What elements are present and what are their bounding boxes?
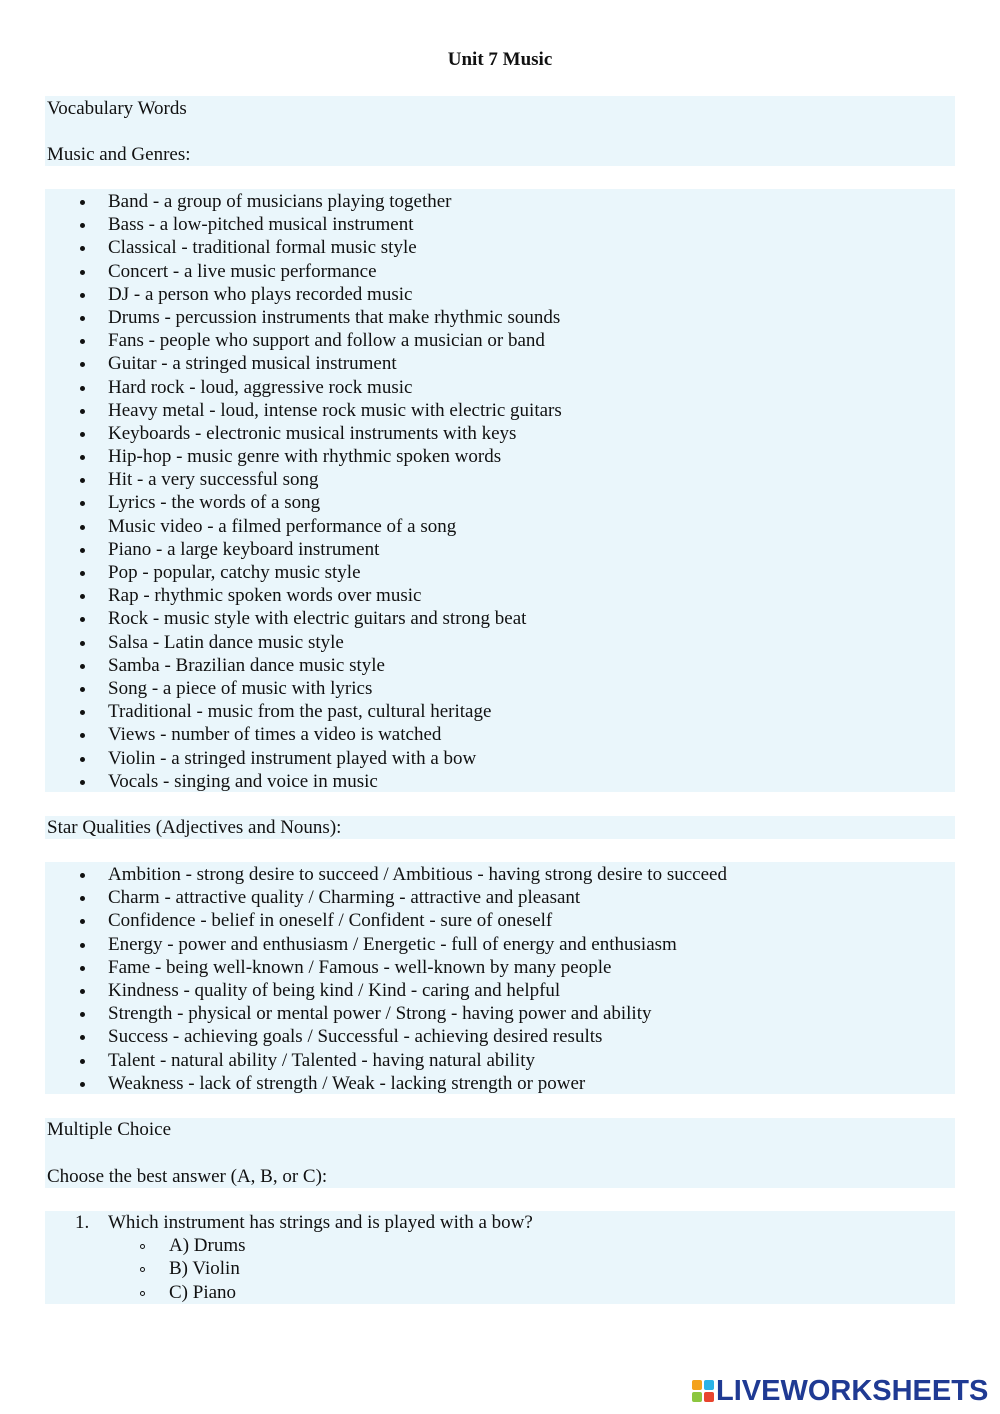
question-band [45, 1211, 955, 1304]
bullet-icon [80, 664, 85, 669]
star-qualities-list [0, 863, 910, 1095]
liveworksheets-logo-icon [692, 1380, 714, 1402]
bullet-icon [80, 989, 85, 994]
music-genres-list [0, 190, 910, 793]
list-item [0, 515, 910, 538]
list-item [0, 283, 910, 306]
list-item-text: Classical - traditional formal music style [108, 237, 417, 259]
list-item-text: Success - achieving goals / Successful - achieving desired results [108, 1026, 603, 1048]
bullet-icon [80, 362, 85, 367]
list-item-text: Talent - natural ability / Talented - having natural ability [108, 1049, 535, 1071]
list-item-text: Piano - a large keyboard instrument [108, 538, 380, 560]
list-item-text: Salsa - Latin dance music style [108, 631, 344, 653]
list-item [0, 933, 910, 956]
logo-text: LIVEWORKSHEETS [716, 1375, 989, 1407]
list-item-text: Confidence - belief in oneself / Confident - sure of oneself [108, 910, 553, 932]
logo-square-4 [704, 1392, 714, 1402]
multiple-choice-heading: Multiple Choice [47, 1119, 172, 1140]
list-item [0, 329, 910, 352]
page-title: Unit 7 Music [447, 49, 553, 70]
list-item [0, 213, 910, 236]
logo-square-3 [692, 1392, 702, 1402]
bullet-icon [80, 293, 85, 298]
list-item-text: Heavy metal - loud, intense rock music with electric guitars [108, 399, 562, 421]
bullet-icon [80, 710, 85, 715]
bullet-icon [80, 687, 85, 692]
bullet-icon [80, 873, 85, 878]
bullet-icon [80, 1059, 85, 1064]
list-item-text: Fans - people who support and follow a musician or band [108, 330, 545, 352]
bullet-icon [80, 339, 85, 344]
bullet-icon [80, 919, 85, 924]
option-label: C) Piano [169, 1281, 237, 1303]
vocab-heading-band [45, 96, 955, 166]
list-item [0, 306, 910, 329]
bullet-icon [80, 316, 85, 321]
list-item [0, 376, 910, 399]
list-item-text: Violin - a stringed instrument played with a bow [108, 747, 477, 769]
list-item [0, 863, 910, 886]
list-item-text: Vocals - singing and voice in music [108, 770, 378, 792]
list-item [0, 491, 910, 514]
list-item-text: Fame - being well-known / Famous - well-known by many people [108, 956, 612, 978]
list-item [0, 538, 910, 561]
bullet-icon [80, 478, 85, 483]
list-item-text: Lyrics - the words of a song [108, 492, 321, 514]
list-item-text: Concert - a live music performance [108, 260, 377, 282]
list-item-text: Hard rock - loud, aggressive rock music [108, 376, 413, 398]
hollow-bullet-icon [140, 1244, 145, 1249]
list-item [0, 1072, 910, 1095]
logo-square-1 [692, 1380, 702, 1390]
bullet-icon [80, 548, 85, 553]
multiple-choice-instruction: Choose the best answer (A, B, or C): [47, 1166, 328, 1187]
list-item [0, 770, 910, 793]
bullet-icon [80, 780, 85, 785]
bullet-icon [80, 966, 85, 971]
list-item [0, 584, 910, 607]
list-item-text: Music video - a filmed performance of a song [108, 515, 457, 537]
star-qualities-heading-band [45, 816, 955, 839]
bullet-icon [80, 1035, 85, 1040]
bullet-icon [80, 896, 85, 901]
bullet-icon [80, 943, 85, 948]
list-item [0, 654, 910, 677]
list-item-text: Hip-hop - music genre with rhythmic spoken words [108, 446, 502, 468]
list-item [0, 956, 910, 979]
list-item-text: Samba - Brazilian dance music style [108, 654, 385, 676]
question-1 [0, 1211, 910, 1304]
hollow-bullet-icon [140, 1291, 145, 1296]
list-item-text: Keyboards - electronic musical instruments with keys [108, 422, 517, 444]
option-label: A) Drums [169, 1235, 246, 1257]
list-item [0, 445, 910, 468]
question-number: 1. [75, 1212, 90, 1233]
list-item-text: Pop - popular, catchy music style [108, 562, 361, 583]
logo-square-2 [704, 1380, 714, 1390]
option-a[interactable] [0, 1234, 910, 1257]
list-item [0, 1002, 910, 1025]
list-item-text: Energy - power and enthusiasm / Energetic - full of energy and enthusiasm [108, 933, 677, 955]
list-item-text: DJ - a person who plays recorded music [108, 283, 413, 305]
list-item [0, 607, 910, 630]
bullet-icon [80, 594, 85, 599]
list-item [0, 1025, 910, 1048]
bullet-icon [80, 270, 85, 275]
list-item-text: Strength - physical or mental power / Strong - having power and ability [108, 1003, 652, 1025]
bullet-icon [80, 525, 85, 530]
list-item [0, 1049, 910, 1072]
bullet-icon [80, 200, 85, 205]
list-item [0, 886, 910, 909]
list-item [0, 979, 910, 1002]
list-item [0, 723, 910, 746]
question-line [0, 1211, 910, 1234]
multiple-choice-heading-band [45, 1118, 955, 1188]
hollow-bullet-icon [140, 1267, 145, 1272]
bullet-icon [80, 386, 85, 391]
list-item-text: Kindness - quality of being kind / Kind - caring and helpful [108, 979, 561, 1001]
list-item [0, 422, 910, 445]
list-item [0, 352, 910, 375]
list-item-text: Song - a piece of music with lyrics [108, 677, 373, 699]
list-item-text: Traditional - music from the past, cultural heritage [108, 701, 492, 723]
bullet-icon [80, 409, 85, 414]
list-item [0, 236, 910, 259]
bullet-icon [80, 1082, 85, 1087]
bullet-icon [80, 641, 85, 646]
star-qualities-band [45, 862, 955, 1094]
list-item [0, 561, 910, 584]
bullet-icon [80, 455, 85, 460]
bullet-icon [80, 733, 85, 738]
list-item-text: Drums - percussion instruments that make rhythmic sounds [108, 306, 561, 328]
list-item [0, 260, 910, 283]
list-item [0, 677, 910, 700]
bullet-icon [80, 617, 85, 622]
option-label: B) Violin [169, 1258, 240, 1280]
list-item-text: Rap - rhythmic spoken words over music [108, 585, 422, 607]
bullet-icon [80, 501, 85, 506]
list-item [0, 747, 910, 770]
music-genres-band [45, 189, 955, 792]
list-item-text: Guitar - a stringed musical instrument [108, 353, 397, 375]
option-c[interactable] [0, 1281, 910, 1304]
bullet-icon [80, 223, 85, 228]
bullet-icon [80, 757, 85, 762]
bullet-icon [80, 432, 85, 437]
question-text: Which instrument has strings and is played with a bow? [108, 1212, 533, 1233]
liveworksheets-logo[interactable] [692, 1376, 988, 1406]
bullet-icon [80, 1012, 85, 1017]
list-item-text: Rock - music style with electric guitars and strong beat [108, 608, 527, 630]
list-item-text: Ambition - strong desire to succeed / Ambitious - having strong desire to succeed [108, 864, 727, 885]
list-item [0, 909, 910, 932]
list-item-text: Charm - attractive quality / Charming - attractive and pleasant [108, 887, 581, 909]
list-item-text: Views - number of times a video is watched [108, 724, 442, 746]
list-item-text: Bass - a low-pitched musical instrument [108, 214, 414, 236]
bullet-icon [80, 246, 85, 251]
list-item-text: Hit - a very successful song [108, 469, 319, 491]
music-genres-subheading: Music and Genres: [47, 144, 191, 165]
list-item [0, 631, 910, 654]
bullet-icon [80, 571, 85, 576]
list-item [0, 468, 910, 491]
option-b[interactable] [0, 1257, 910, 1280]
list-item [0, 399, 910, 422]
list-item-text: Band - a group of musicians playing together [108, 191, 452, 212]
list-item [0, 190, 910, 213]
vocab-heading: Vocabulary Words [47, 98, 187, 119]
list-item [0, 700, 910, 723]
list-item-text: Weakness - lack of strength / Weak - lacking strength or power [108, 1072, 586, 1094]
star-qualities-heading: Star Qualities (Adjectives and Nouns): [47, 817, 342, 838]
